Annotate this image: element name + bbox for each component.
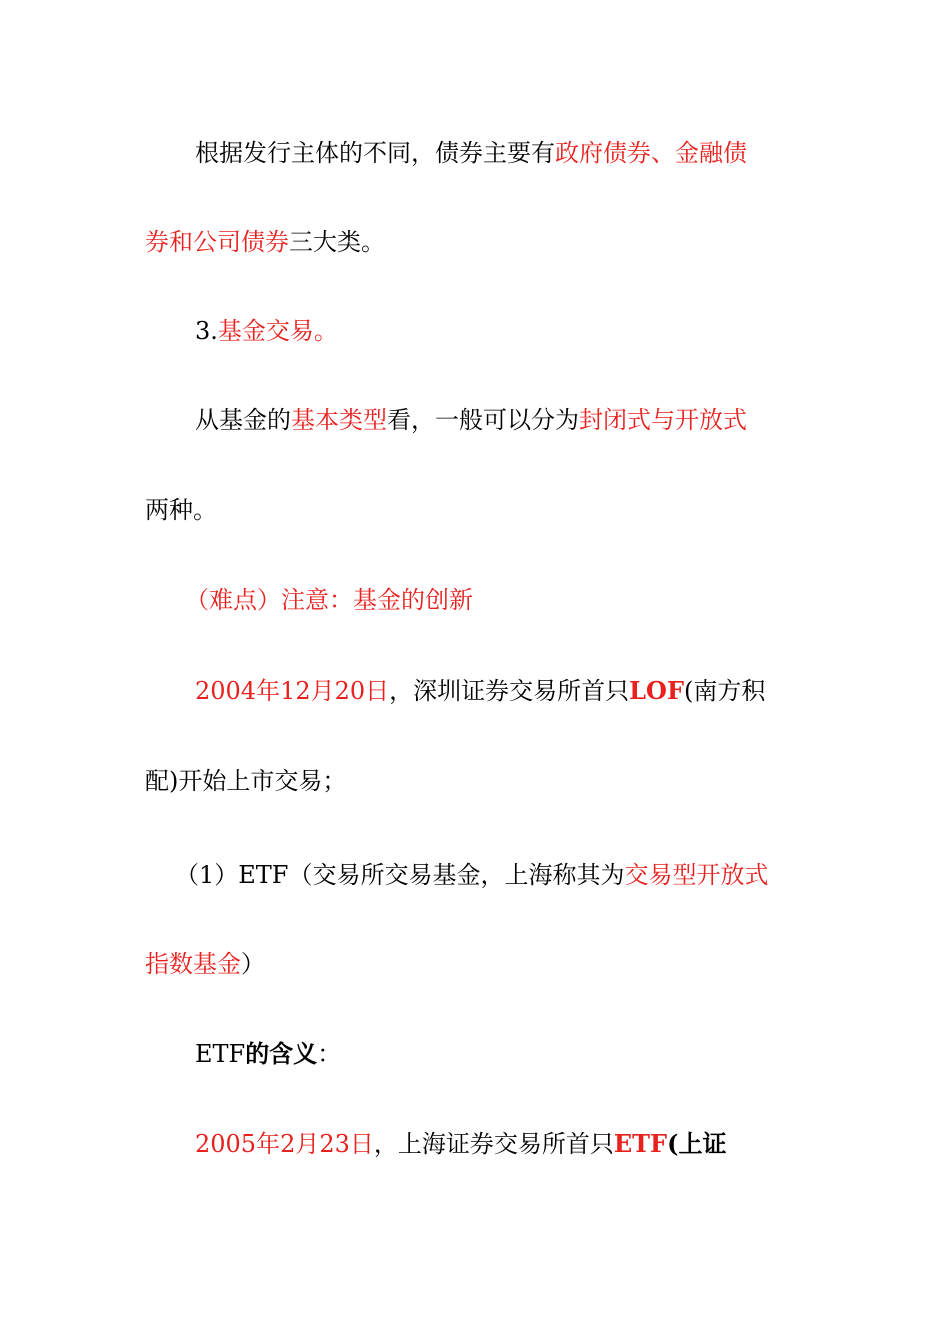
text-segment: （1）ETF（交易所交易基金，上海称其为	[175, 861, 625, 889]
text-segment: (上证	[667, 1129, 727, 1158]
text-segment: 三大类。	[289, 228, 385, 256]
text-line-1	[195, 133, 747, 173]
text-segment: ETF	[195, 1040, 246, 1068]
text-segment: LOF	[629, 676, 684, 705]
text-segment: 看，一般可以分为	[387, 406, 579, 434]
text-segment: 2004年12月20日	[195, 677, 390, 705]
text-segment: ETF	[613, 1129, 668, 1158]
text-segment: 的含义	[245, 1039, 318, 1068]
text-segment: ）	[241, 950, 265, 978]
text-segment: 封闭式与开放式	[579, 406, 747, 434]
text-segment: 指数基金	[145, 950, 241, 978]
text-line-4	[195, 400, 747, 440]
text-segment: 2005年2月23日	[195, 1130, 374, 1158]
text-line-6	[185, 580, 473, 620]
text-segment: 从基金的	[195, 406, 291, 434]
text-line-10	[145, 944, 265, 984]
text-line-12	[195, 1124, 726, 1164]
text-line-8	[145, 761, 346, 801]
text-segment: 基本类型	[291, 406, 387, 434]
text-segment: ，上海证券交易所首只	[373, 1130, 614, 1158]
text-line-9	[175, 855, 768, 895]
text-segment: 券和公司债券	[145, 228, 289, 256]
text-segment: 3.	[195, 317, 218, 345]
text-segment: 配)开始上市交易；	[145, 767, 347, 795]
text-segment: ：	[317, 1040, 342, 1068]
text-segment: 基金交易。	[217, 317, 338, 345]
text-line-3	[195, 311, 338, 351]
text-segment: 政府债券、金融债	[555, 139, 747, 167]
text-line-7	[195, 671, 765, 711]
text-line-2	[145, 222, 385, 262]
text-segment: 两种。	[145, 496, 217, 524]
text-segment: （难点）注意：基金的创新	[185, 586, 473, 614]
text-segment: 根据发行主体的不同，债券主要有	[195, 139, 555, 167]
text-segment: (南方积	[683, 677, 766, 705]
text-segment: 交易型开放式	[624, 861, 769, 889]
text-line-5	[145, 490, 217, 530]
text-line-11	[195, 1034, 341, 1074]
text-segment: ，深圳证券交易所首只	[389, 677, 630, 705]
